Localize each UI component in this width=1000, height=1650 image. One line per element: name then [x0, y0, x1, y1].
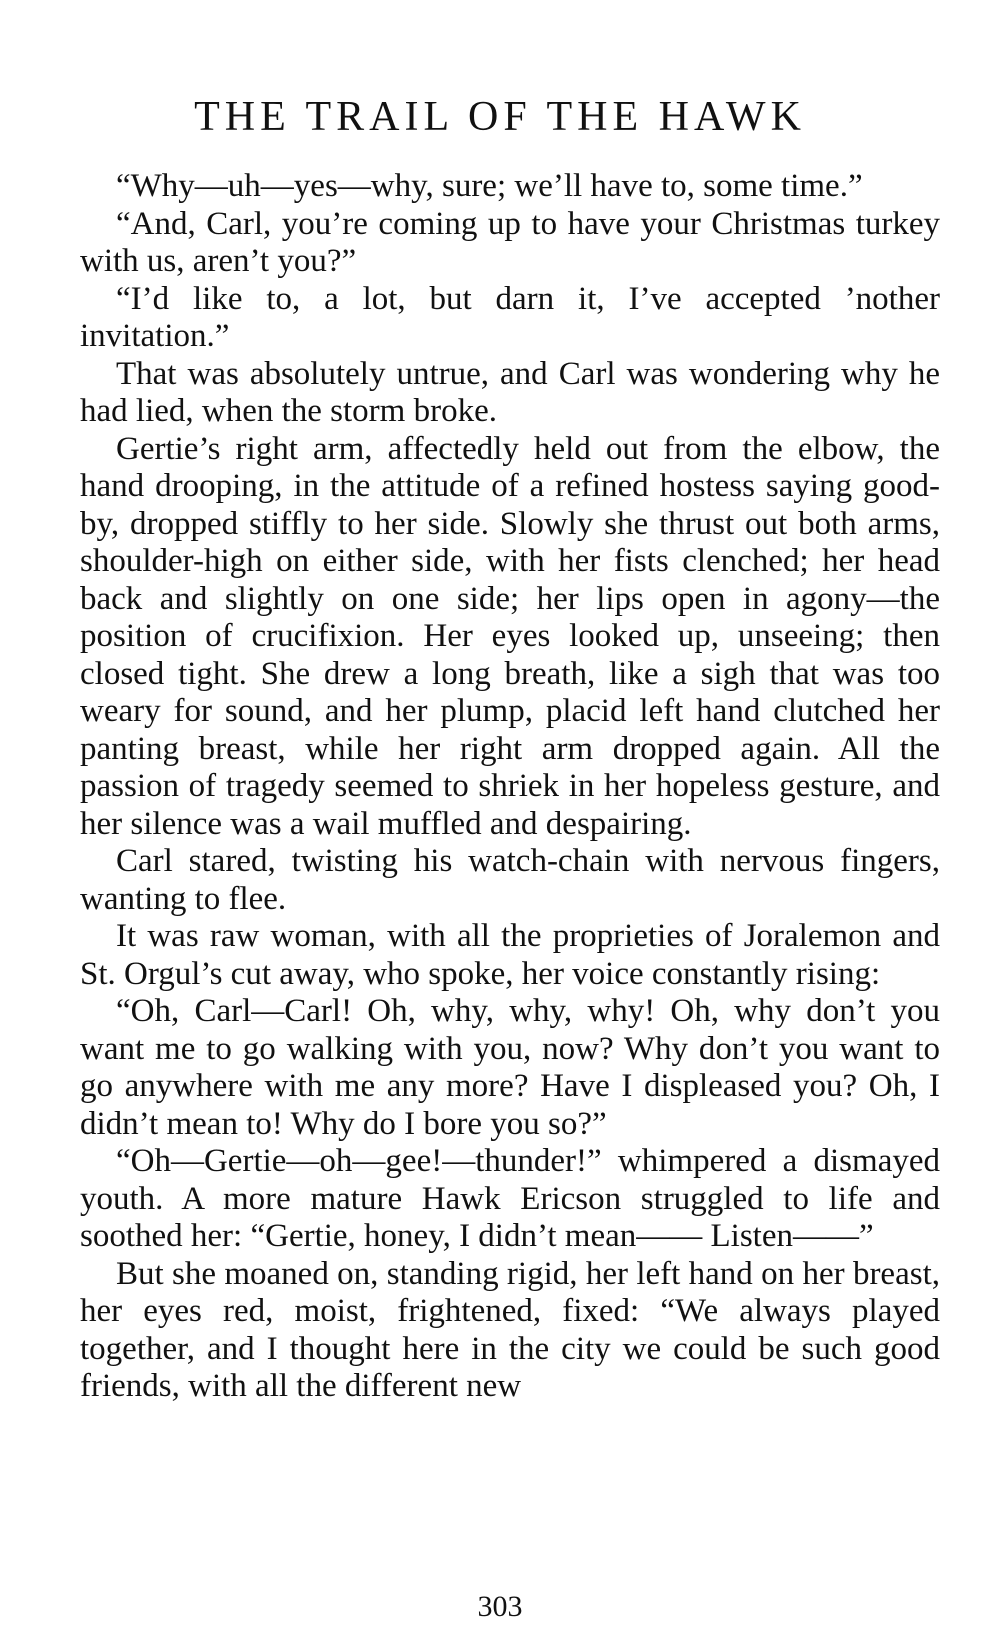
running-head: THE TRAIL OF THE HAWK	[194, 94, 806, 140]
paragraph: “I’d like to, a lot, but darn it, I’ve accepted ’nother invitation.”	[80, 280, 940, 354]
paragraph: It was raw woman, with all the proprieties of Joralemon and St. Orgul’s cut away, who spoke, her voice constantly rising:	[80, 918, 940, 992]
paragraph: But she moaned on, standing rigid, her left hand on her breast, her eyes red, moist, frightened, fixed: “We always played together, and I thought here in the city we could be such good friends, with all the different new	[80, 1255, 940, 1404]
paragraph: Carl stared, twisting his watch-chain with nervous fingers, wanting to flee.	[80, 843, 940, 917]
paragraph: “Oh—Gertie—oh—gee!—thunder!” whimpered a dismayed youth. A more mature Hawk Ericson struggled to life and soothed her: “Gertie, honey, I didn’t mean—— Listen——”	[80, 1143, 940, 1254]
paragraph: Gertie’s right arm, affectedly held out from the elbow, the hand drooping, in the attitude of a refined hostess saying good-by, dropped stiffly to her side. Slowly she thrust out both arms, shoulder-high on either side, with her fists clenched; her head back and slightly on one side; her lips open in agony—the position of crucifixion. Her eyes looked up, unseeing; then closed tight. She drew a long breath, like a sigh that was too weary for sound, and her plump, placid left hand clutched her panting breast, while her right arm dropped again. All the passion of tragedy seemed to shriek in her hopeless gesture, and her silence was a wail muffled and despairing.	[80, 430, 940, 842]
paragraph: That was absolutely untrue, and Carl was wondering why he had lied, when the storm broke.	[80, 355, 940, 429]
paragraph: “Oh, Carl—Carl! Oh, why, why, why! Oh, why don’t you want me to go walking with you, now? Why don’t you want to go anywhere with me any more? Have I displeased you? Oh, I didn’t mean to! Why do I bore you so?”	[80, 993, 940, 1142]
paragraph: “And, Carl, you’re coming up to have your Christmas turkey with us, aren’t you?”	[80, 205, 940, 279]
body-text	[80, 168, 940, 1406]
paragraph: “Why—uh—yes—why, sure; we’ll have to, some time.”	[116, 168, 863, 204]
page-number: 303	[477, 1590, 523, 1623]
